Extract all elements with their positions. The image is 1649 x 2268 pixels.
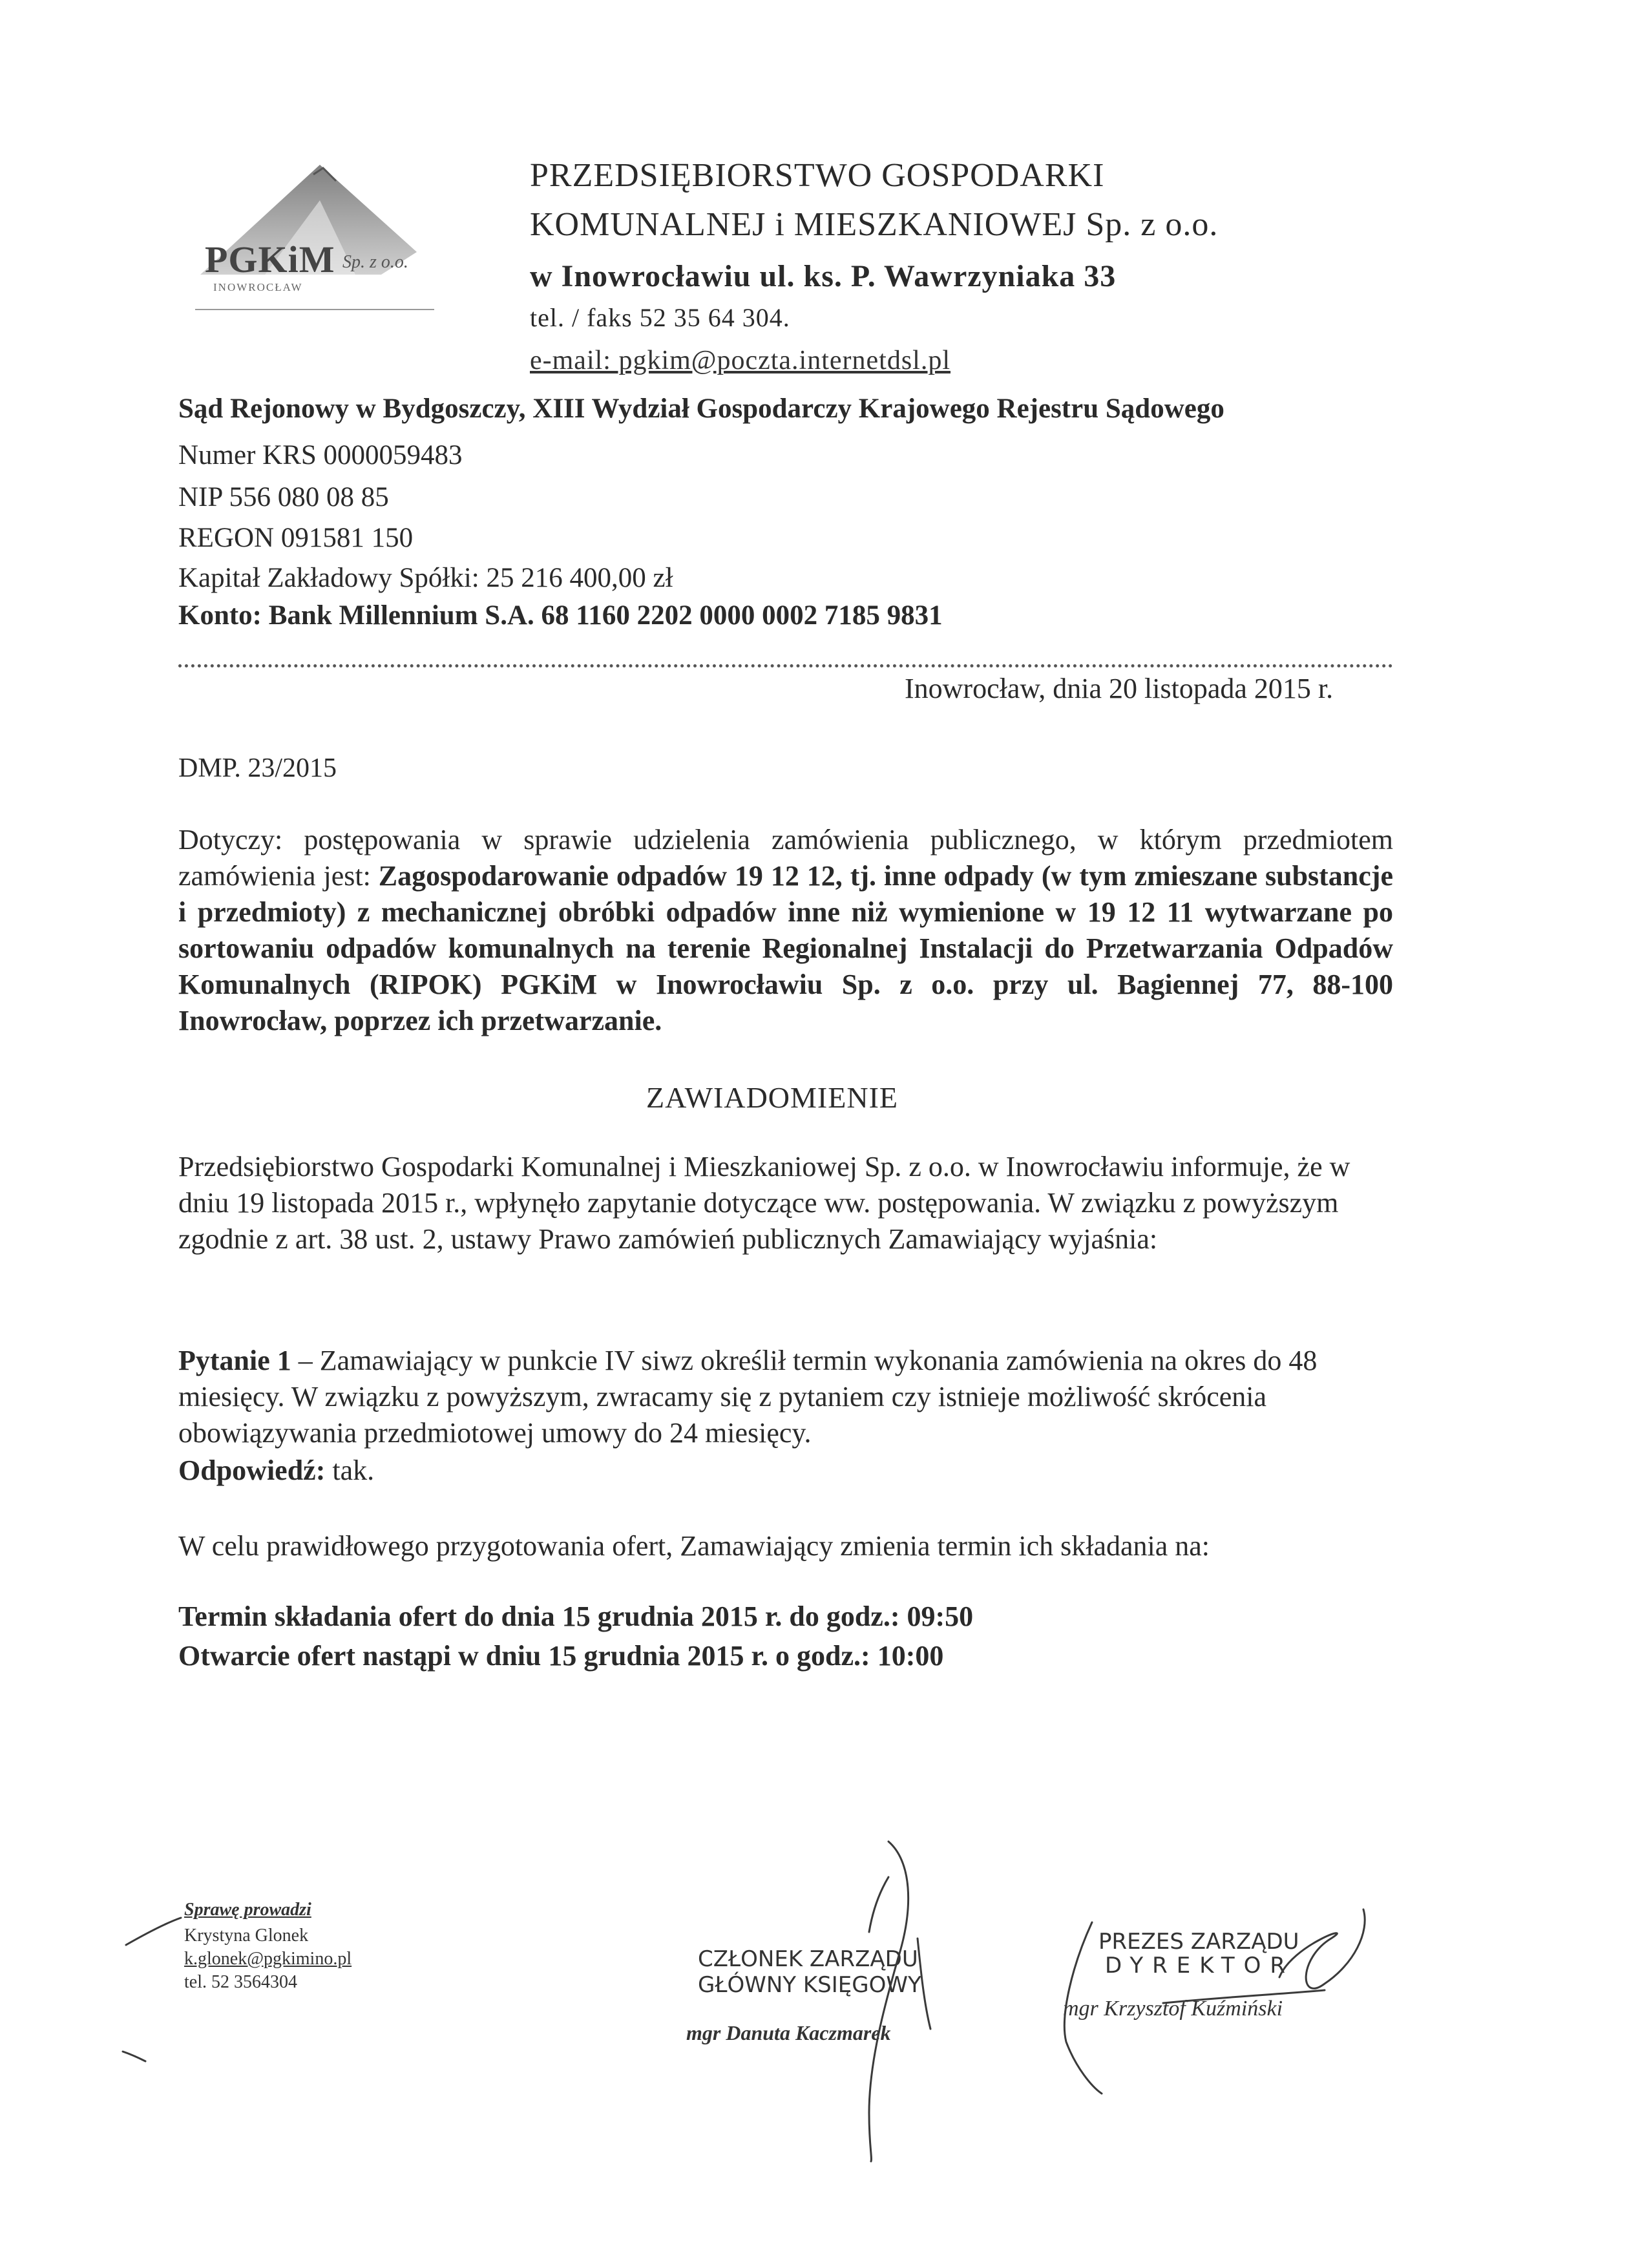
prepared-by-phone: tel. 52 3564304 — [184, 1972, 297, 1992]
logo-underline — [195, 309, 434, 310]
member-signature-stroke — [869, 1842, 909, 2161]
president-stamp-name: mgr Krzysztof Kuźmiński — [1063, 1997, 1283, 2021]
president-stamp-subtitle: DYREKTOR — [1105, 1953, 1295, 1979]
company-logo — [187, 162, 433, 310]
prepared-by-label: Sprawę prowadzi — [184, 1900, 311, 1920]
company-name-line1: PRZEDSIĘBIORSTWO GOSPODARKI — [530, 157, 1105, 194]
registration-krs: Numer KRS 0000059483 — [178, 440, 463, 470]
answer-paragraph — [178, 1453, 1393, 1489]
logo-suffix: Sp. z o.o. — [342, 252, 408, 272]
question-paragraph — [178, 1343, 1393, 1451]
offer-deadline: Termin składania ofert do dnia 15 grudnia 2015 r. do godz.: 09:50 — [178, 1601, 974, 1632]
answer-label: Odpowiedź: — [178, 1454, 326, 1486]
company-email-link[interactable]: e-mail: pgkim@poczta.internetdsl.pl — [530, 346, 951, 375]
member-signature-stroke-2 — [869, 1877, 888, 1932]
place-and-date: Inowrocław, dnia 20 listopada 2015 r. — [905, 673, 1334, 704]
reference-number: DMP. 23/2015 — [178, 753, 337, 783]
header-divider — [178, 664, 1393, 667]
registration-capital: Kapitał Zakładowy Spółki: 25 216 400,00 zł — [178, 563, 673, 593]
member-stamp-title: CZŁONEK ZARZĄDU — [698, 1946, 918, 1972]
change-note: W celu prawidłowego przygotowania ofert, Zamawiający zmienia termin ich składania na: — [178, 1530, 1210, 1562]
member-stamp-name: mgr Danuta Kaczmarek — [686, 2021, 891, 2044]
company-address: w Inowrocławiu ul. ks. P. Wawrzyniaka 33 — [530, 259, 1117, 293]
subject-title: Zagospodarowanie odpadów 19 12 12, tj. inne odpady (w tym zmieszane substancje i przedmioty) z mechanicznej obróbki odpadów inne niż wymienione w 19 12 11 wytwarzane po sortowaniu odpadów komunalnych na terenie Regionalnej Instalacji do Przetwarzania Odpadów Komunalnych (RIPOK) PGKiM w Inowrocławiu Sp. z o.o. przy ul. Bagiennej 77, 88-100 Inowrocław, poprzez ich przetwarzanie. — [178, 860, 1393, 1036]
prepared-by-email-link[interactable]: k.glonek@pgkimino.pl — [184, 1949, 352, 1969]
president-stamp-title: PREZES ZARZĄDU — [1098, 1929, 1299, 1955]
question-label: Pytanie 1 — [178, 1345, 291, 1376]
registration-nip: NIP 556 080 08 85 — [178, 482, 389, 512]
subject-paragraph — [178, 822, 1393, 1039]
logo-city: INOWROCŁAW — [213, 281, 303, 293]
margin-tick-top — [126, 1918, 181, 1945]
logo-wordmark: PGKiM — [205, 238, 335, 280]
intro-paragraph: Przedsiębiorstwo Gospodarki Komunalnej i Mieszkaniowej Sp. z o.o. w Inowrocławiu informuje, że w dniu 19 listopada 2015 r., wpłynęło zapytanie dotyczące ww. postępowania. W związku z powyższym zgodnie z art. 38 ust. 2, ustawy Prawo zamówień publicznych Zamawiający wyjaśnia: — [178, 1151, 1350, 1255]
offer-opening: Otwarcie ofert nastąpi w dniu 15 grudnia 2015 r. o godz.: 10:00 — [178, 1640, 944, 1672]
registration-court: Sąd Rejonowy w Bydgoszczy, XIII Wydział Gospodarczy Krajowego Rejestru Sądowego — [178, 394, 1224, 424]
company-phone: tel. / faks 52 35 64 304. — [530, 303, 790, 332]
prepared-by-name: Krystyna Glonek — [184, 1926, 309, 1946]
registration-regon: REGON 091581 150 — [178, 523, 414, 553]
notice-title: ZAWIADOMIENIE — [646, 1081, 898, 1114]
member-stamp-subtitle: GŁÓWNY KSIĘGOWY — [698, 1972, 921, 1998]
margin-tick-bottom — [123, 2052, 145, 2061]
subject-lead: Dotyczy: postępowania w sprawie udzielenia zamówienia publicznego, w którym przedmiotem zamówienia jest: — [178, 824, 1393, 892]
question-text: – Zamawiający w punkcie IV siwz określił termin wykonania zamówienia na okres do 48 miesięcy. W związku z powyższym, zwracamy się z pytaniem czy istnieje możliwość skrócenia obowiązywania przedmiotowej umowy do 24 miesięcy. — [178, 1345, 1318, 1449]
registration-bank-account: Konto: Bank Millennium S.A. 68 1160 2202 0000 0002 7185 9831 — [178, 600, 943, 631]
answer-text: tak. — [325, 1454, 375, 1486]
company-name-line2: KOMUNALNEJ i MIESZKANIOWEJ Sp. z o.o. — [530, 206, 1219, 243]
